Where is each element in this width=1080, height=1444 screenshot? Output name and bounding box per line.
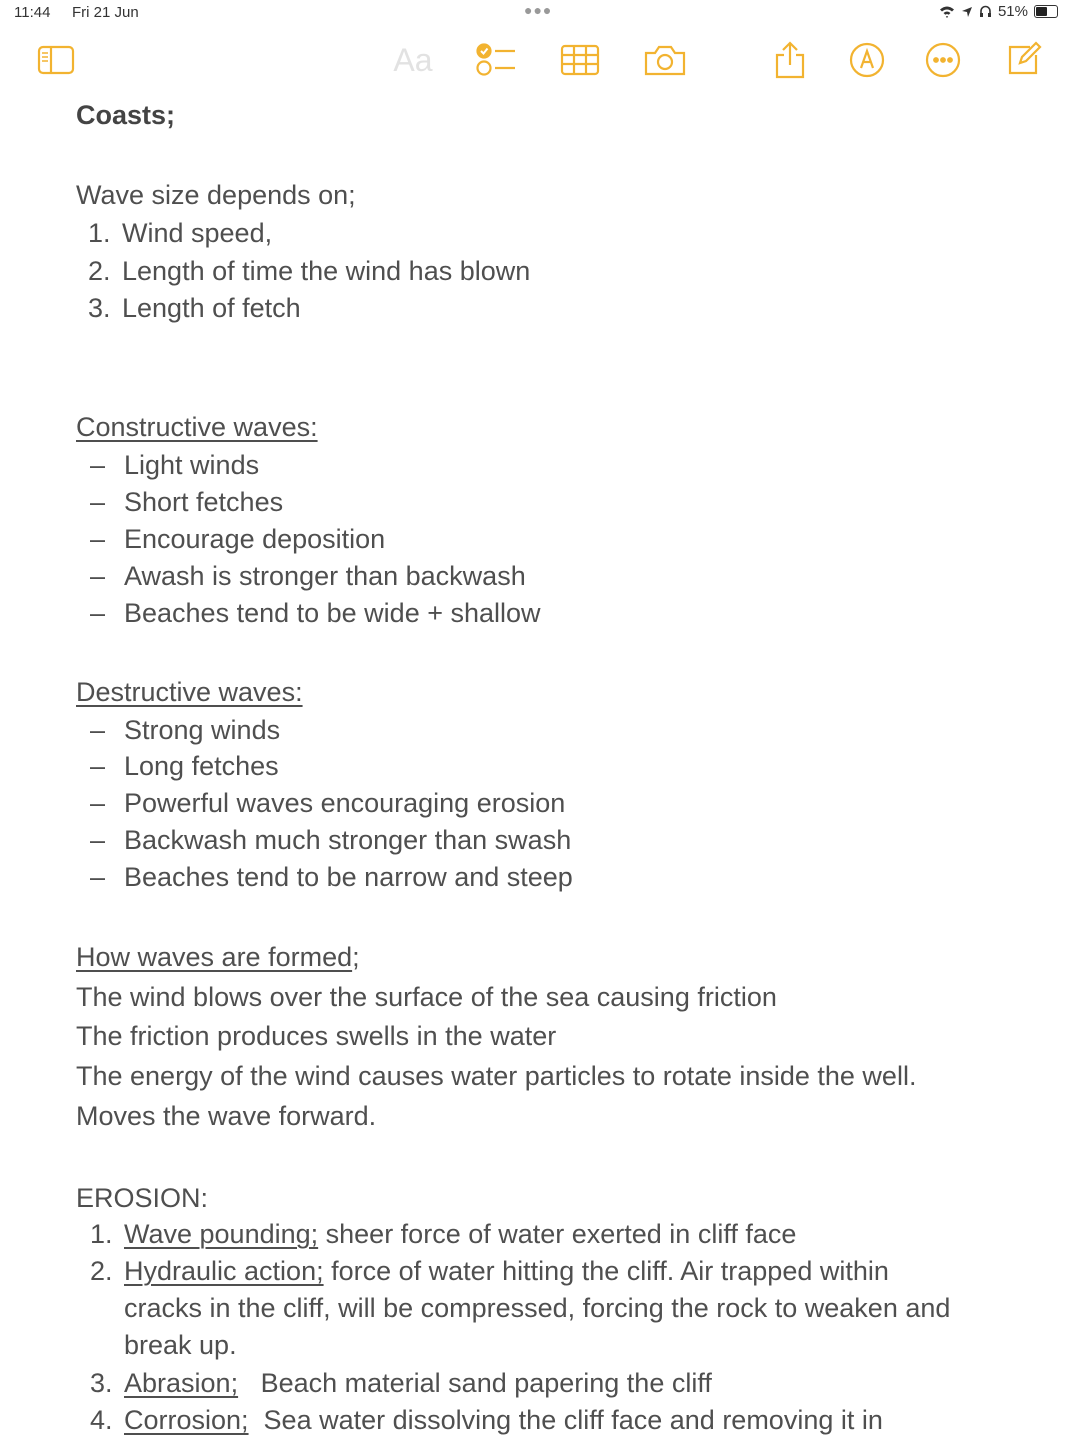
list-item [90,862,573,893]
list-item [90,788,565,819]
list-text: Long fetches [124,751,279,781]
list-number: 1. [90,1219,113,1249]
list-item [90,524,385,555]
list-text: Powerful waves encouraging erosion [124,788,566,818]
dash-icon: – [90,524,106,554]
list-text: Beaches tend to be narrow and steep [124,862,573,892]
list-text: sheer force of water exerted in cliff face [318,1219,797,1249]
list-number: 2. [88,256,111,286]
destructive-heading: Destructive waves: [76,677,303,707]
list-text: force of water hitting the cliff. Air trapped within [323,1256,889,1286]
wave-size-heading: Wave size depends on; [76,180,356,210]
format-button[interactable]: Aa [393,41,433,78]
list-item [90,450,259,481]
list-item [90,1256,889,1287]
dash-icon: – [90,825,106,855]
list-text: Length of fetch [122,293,301,323]
erosion-term: Abrasion; [124,1368,239,1398]
list-item [90,1405,883,1436]
list-number: 1. [88,218,111,248]
list-text: Beach material sand papering the cliff [238,1368,712,1398]
list-item [88,293,301,324]
erosion-term: Wave pounding; [124,1219,319,1249]
list-text: Sea water dissolving the cliff face and removing it in [248,1405,883,1435]
list-item [90,487,283,518]
dash-icon: – [90,561,106,591]
list-item [90,561,526,592]
list-text: Awash is stronger than backwash [124,561,526,591]
dash-icon: – [90,788,106,818]
list-text: Encourage deposition [124,524,386,554]
paragraph-line: The wind blows over the surface of the sea causing friction [76,982,777,1012]
list-item [90,598,541,629]
multitasking-dots-icon[interactable]: ●●● [524,2,553,18]
list-continuation: cracks in the cliff, will be compressed, forcing the rock to weaken and [124,1293,951,1323]
list-continuation: break up. [124,1330,237,1360]
list-number: 2. [90,1256,113,1286]
list-item [90,1219,796,1250]
list-item [88,218,272,249]
list-item [90,715,280,746]
list-number: 4. [90,1405,113,1435]
dash-icon: – [90,450,106,480]
list-item [88,256,530,287]
erosion-term: Hydraulic action; [124,1256,324,1286]
list-text: Light winds [124,450,260,480]
constructive-heading: Constructive waves: [76,412,318,442]
list-text: Wind speed, [122,218,273,248]
battery-percent: 51% [997,3,1028,20]
erosion-term: Corrosion; [124,1405,249,1435]
formation-heading [76,942,360,973]
list-item [90,825,571,856]
list-text: Short fetches [124,487,284,517]
list-text: Backwash much stronger than swash [124,825,572,855]
list-item [90,751,279,782]
dash-icon: – [90,598,106,628]
list-number: 3. [88,293,111,323]
formation-heading-text: How waves are formed [76,942,353,972]
list-text: Beaches tend to be wide + shallow [124,598,541,628]
dash-icon: – [90,487,106,517]
formation-heading-suffix: ; [352,942,360,972]
paragraph-line: Moves the wave forward. [76,1101,377,1131]
paragraph-line: The energy of the wind causes water particles to rotate inside the well. [76,1061,917,1091]
status-date: Fri 21 Jun [72,4,139,21]
list-number: 3. [90,1368,113,1398]
list-text: Length of time the wind has blown [122,256,531,286]
list-text: Strong winds [124,715,281,745]
erosion-heading: EROSION: [76,1183,209,1213]
status-time: 11:44 [14,4,51,21]
dash-icon: – [90,862,106,892]
paragraph-line: The friction produces swells in the water [76,1021,557,1051]
dash-icon: – [90,751,106,781]
dash-icon: – [90,715,106,745]
list-item [90,1368,712,1399]
note-title: Coasts; [76,100,176,130]
